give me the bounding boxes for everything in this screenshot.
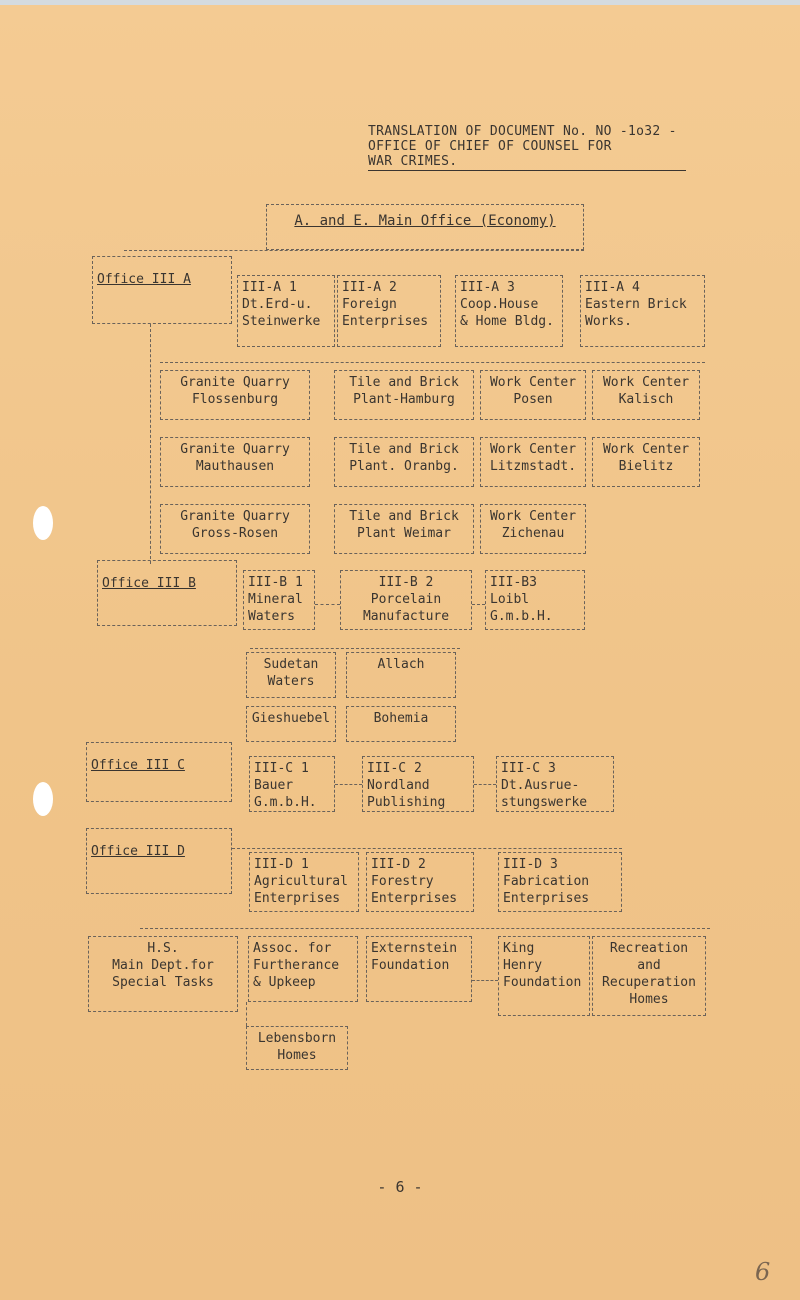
unit-iii-b-2: III-B 2 Porcelain Manufacture — [340, 570, 472, 630]
unit-iii-a-1: III-A 1 Dt.Erd-u. Steinwerke — [237, 275, 335, 347]
unit-recreation-homes: Recreation and Recuperation Homes — [592, 936, 706, 1016]
unit-assoc-furtherance: Assoc. for Furtherance & Upkeep — [248, 936, 358, 1002]
unit-iii-d-3: III-D 3 Fabrication Enterprises — [498, 852, 622, 912]
connector-d-row — [232, 848, 622, 849]
punch-hole-bottom — [33, 782, 53, 816]
sub-work-kalisch: Work Center Kalisch — [592, 370, 700, 420]
connector-lebensborn — [246, 1002, 247, 1026]
unit-lebensborn-homes: Lebensborn Homes — [246, 1026, 348, 1070]
unit-iii-d-2: III-D 2 Forestry Enterprises — [366, 852, 474, 912]
sub-granite-gross-rosen: Granite Quarry Gross-Rosen — [160, 504, 310, 554]
unit-iii-c-3: III-C 3 Dt.Ausrue- stungswerke — [496, 756, 614, 812]
sub-sudetan-waters: Sudetan Waters — [246, 652, 336, 698]
sub-bohemia: Bohemia — [346, 706, 456, 742]
document-header — [368, 124, 677, 169]
sub-gieshuebel: Gieshuebel — [246, 706, 336, 742]
handwritten-page-mark: 6 — [755, 1258, 771, 1286]
sub-tile-hamburg: Tile and Brick Plant-Hamburg — [334, 370, 474, 420]
unit-iii-d-1: III-D 1 Agricultural Enterprises — [249, 852, 359, 912]
header-underline — [368, 170, 686, 171]
connector-bottom-row — [140, 928, 710, 929]
page-top-edge — [0, 0, 800, 5]
sub-granite-mauthausen: Granite Quarry Mauthausen — [160, 437, 310, 487]
connector-a-row — [160, 362, 705, 363]
sub-work-bielitz: Work Center Bielitz — [592, 437, 700, 487]
header-line-3: WAR CRIMES. — [368, 154, 458, 169]
office-iii-c-box: Office III C — [86, 742, 232, 802]
unit-iii-b-1: III-B 1 Mineral Waters — [243, 570, 315, 630]
office-iii-a-box: Office III A — [92, 256, 232, 324]
office-iii-b-box: Office III B — [97, 560, 237, 626]
connector-a-spine — [150, 324, 151, 564]
connector-c2-c3 — [474, 784, 496, 785]
main-office-box: A. and E. Main Office (Economy) — [266, 204, 584, 250]
header-line-2: OFFICE OF CHIEF OF COUNSEL FOR — [368, 139, 612, 154]
header-line-1: TRANSLATION OF DOCUMENT No. NO -1o32 - — [368, 124, 677, 139]
unit-iii-a-4: III-A 4 Eastern Brick Works. — [580, 275, 705, 347]
connector-b2-b3 — [472, 604, 485, 605]
sub-work-litzmstadt: Work Center Litzmstadt. — [480, 437, 586, 487]
connector-b1-b2 — [315, 604, 340, 605]
sub-tile-oranbg: Tile and Brick Plant. Oranbg. — [334, 437, 474, 487]
unit-hs-main-dept: H.S. Main Dept.for Special Tasks — [88, 936, 238, 1012]
connector-c1-c2 — [335, 784, 362, 785]
sub-work-posen: Work Center Posen — [480, 370, 586, 420]
office-iii-d-box: Office III D — [86, 828, 232, 894]
unit-king-henry-foundation: King Henry Foundation — [498, 936, 590, 1016]
unit-iii-a-3: III-A 3 Coop.House & Home Bldg. — [455, 275, 563, 347]
unit-externstein-foundation: Externstein Foundation — [366, 936, 472, 1002]
sub-granite-flossenburg: Granite Quarry Flossenburg — [160, 370, 310, 420]
unit-iii-a-2: III-A 2 Foreign Enterprises — [337, 275, 441, 347]
unit-iii-c-1: III-C 1 Bauer G.m.b.H. — [249, 756, 335, 812]
connector-b-row — [250, 648, 460, 649]
sub-tile-weimar: Tile and Brick Plant Weimar — [334, 504, 474, 554]
connector-main — [124, 250, 584, 251]
connector-bottom-mid — [472, 980, 498, 981]
sub-allach: Allach — [346, 652, 456, 698]
page-number: - 6 - — [377, 1178, 423, 1196]
unit-iii-b-3: III-B3 Loibl G.m.b.H. — [485, 570, 585, 630]
unit-iii-c-2: III-C 2 Nordland Publishing — [362, 756, 474, 812]
sub-work-zichenau: Work Center Zichenau — [480, 504, 586, 554]
punch-hole-top — [33, 506, 53, 540]
